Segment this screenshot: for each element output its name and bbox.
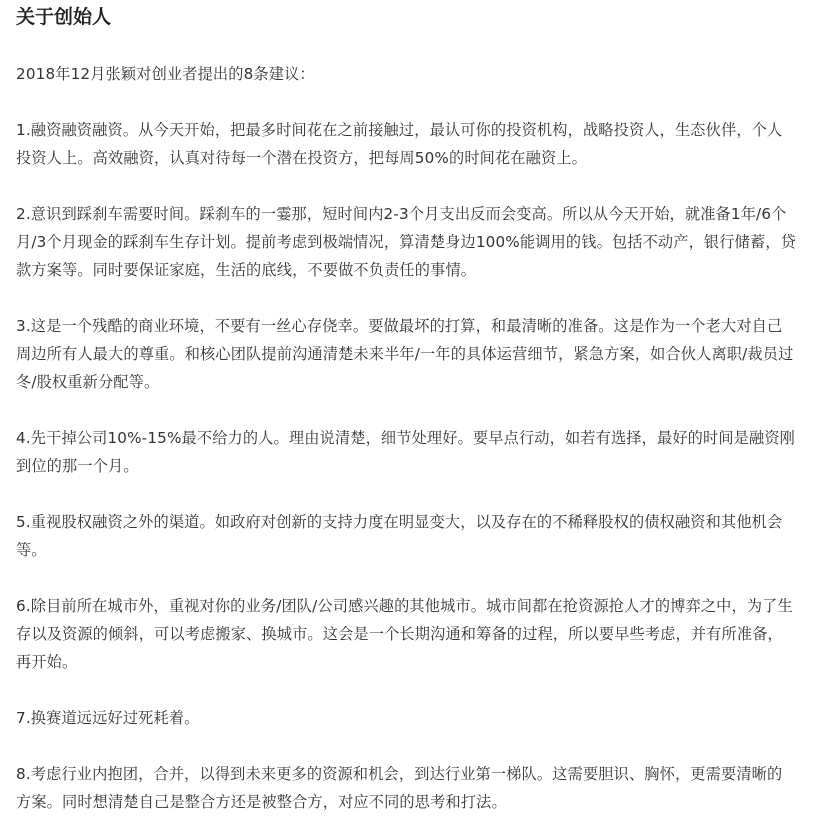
advice-item-4: 4.先干掉公司10%-15%最不给力的人。理由说清楚，细节处理好。要早点行动，如若有选择，最好的时间是融资刚到位的那一个月。 bbox=[16, 429, 796, 475]
article-title: 关于创始人 bbox=[16, 6, 112, 28]
advice-item-2: 2.意识到踩刹车需要时间。踩刹车的一霎那，短时间内2-3个月支出反而会变高。所以从今天开始，就准备1年/6个月/3个月现金的踩刹车生存计划。提前考虑到极端情况，算清楚身边100%能调用的钱。包括不动产，银行储蓄，贷款方案等。同时要保证家庭，生活的底线，不要做不负责任的事情。 bbox=[16, 205, 796, 279]
advice-item-3: 3.这是一个残酷的商业环境，不要有一丝心存侥幸。要做最坏的打算，和最清晰的准备。这是作为一个老大对自己周边所有人最大的尊重。和核心团队提前沟通清楚未来半年/一年的具体运营细节，紧急方案，如合伙人离职/裁员过冬/股权重新分配等。 bbox=[16, 317, 794, 391]
advice-item-1: 1.融资融资融资。从今天开始，把最多时间花在之前接触过，最认可你的投资机构，战略投资人，生态伙伴，个人投资人上。高效融资，认真对待每一个潜在投资方，把每周50%的时间花在融资上。 bbox=[16, 121, 783, 167]
advice-item-5: 5.重视股权融资之外的渠道。如政府对创新的支持力度在明显变大，以及存在的不稀释股权的债权融资和其他机会等。 bbox=[16, 513, 783, 559]
advice-item-7: 7.换赛道远远好过死耗着。 bbox=[16, 709, 200, 727]
advice-item-8: 8.考虑行业内抱团，合并，以得到未来更多的资源和机会，到达行业第一梯队。这需要胆识、胸怀，更需要清晰的方案。同时想清楚自己是整合方还是被整合方，对应不同的思考和打法。 bbox=[16, 765, 783, 811]
article-intro: 2018年12月张颖对创业者提出的8条建议： bbox=[16, 65, 315, 83]
advice-item-6: 6.除目前所在城市外，重视对你的业务/团队/公司感兴趣的其他城市。城市间都在抢资源抢人才的博弈之中，为了生存以及资源的倾斜，可以考虑搬家、换城市。这会是一个长期沟通和筹备的过程，所以要早些考虑，并有所准备，再开始。 bbox=[16, 597, 793, 671]
